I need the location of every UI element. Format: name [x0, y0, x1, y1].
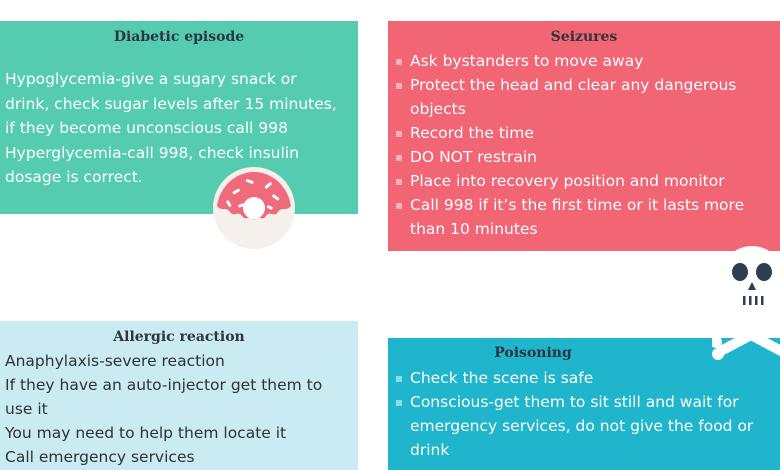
text-line: Hypoglycemia-give a sugary snack or [5, 70, 297, 88]
text-line: Anaphylaxis-severe reaction [5, 352, 225, 370]
text-line: Call emergency services [5, 448, 195, 466]
donut-icon [212, 166, 296, 250]
list-item: ▪ Record the time [388, 121, 744, 145]
bullet-icon: ▪ [394, 54, 404, 68]
list-item: ▪ Call 998 if it’s the first time or it lasts more [388, 193, 744, 217]
card-body [388, 366, 753, 462]
list-item: ▪ Check the scene is safe [388, 366, 753, 390]
text-line: if they become unconscious call 998 [5, 119, 289, 137]
bullet-icon: ▪ [394, 371, 404, 385]
bullet-icon: ▪ [394, 78, 404, 92]
text-line: You may need to help them locate it [5, 424, 287, 442]
list-item: ▪ Conscious-get them to sit still and wait for [388, 390, 753, 414]
bullet-icon: ▪ [394, 198, 404, 212]
text-line: If they have an auto-injector get them to [5, 376, 323, 394]
card-body [388, 49, 744, 241]
text-line: Hyperglycemia-call 998, check insulin [5, 143, 299, 162]
seizures-card [388, 21, 780, 251]
list-item: ▪ Protect the head and clear any dangerous [388, 73, 744, 97]
card-title: Diabetic episode [113, 29, 245, 45]
card-title: Poisoning [494, 345, 572, 361]
card-title: Seizures [550, 29, 618, 45]
card-title: Allergic reaction [113, 329, 245, 345]
bullet-icon: ▪ [394, 174, 404, 188]
allergic-reaction-card [0, 321, 358, 470]
bullet-icon: ▪ [394, 150, 404, 164]
list-item-continuation: objects [410, 100, 466, 118]
list-item: ▪ DO NOT restrain [388, 145, 744, 169]
list-item: ▪ Ask bystanders to move away [388, 49, 744, 73]
text-line: dosage is correct. [5, 168, 143, 186]
text-line: use it [5, 400, 48, 418]
card-body [5, 349, 322, 469]
text-line: drink, check sugar levels after 15 minutes, [5, 94, 337, 113]
bullet-icon: ▪ [394, 395, 404, 409]
list-item: ▪ Place into recovery position and monitor [388, 169, 744, 193]
diabetic-episode-card [0, 21, 358, 214]
bullet-icon: ▪ [394, 126, 404, 140]
list-item-continuation: than 10 minutes [410, 220, 538, 238]
skull-crossbones-icon [712, 236, 780, 364]
list-item-continuation: drink [410, 441, 450, 459]
list-item-continuation: emergency services, do not give the food or [410, 417, 754, 435]
